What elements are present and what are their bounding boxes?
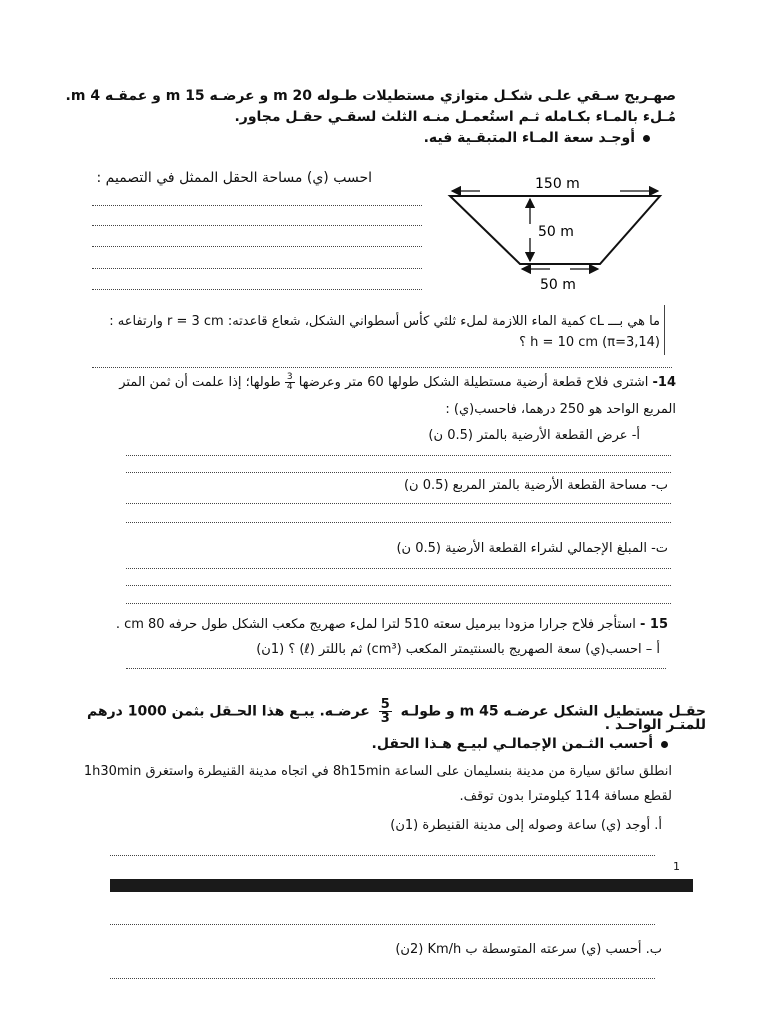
page-divider <box>110 879 693 892</box>
field-sale-line-2: للمتـر الواحـد . <box>604 717 706 733</box>
field-sale-line-3 <box>168 736 668 752</box>
q14-part-c: ت- المبلغ الإجمالي لشراء القطعة الأرضية (0.5 ن) <box>396 541 668 556</box>
answer-line <box>110 924 655 925</box>
answer-line <box>126 522 671 523</box>
q15-text: استأجر فلاح جرارا مزودا ببرميل سعته 510 لترا لملء صهريج مكعب الشكل طول حرفه 80 cm . <box>115 617 636 632</box>
answer-line <box>92 205 422 206</box>
field-area-question: احسب (ي) مساحة الحقل الممثل في التصميم : <box>96 170 372 186</box>
top-dimension-label: 150 m <box>535 176 580 192</box>
answer-line <box>92 268 422 269</box>
q14-part-b: ب- مساحة القطعة الأرضية بالمتر المربع (0.5 ن) <box>403 478 668 493</box>
car-line-2: لقطع مسافة 114 كيلومترا بدون توقف. <box>459 789 672 804</box>
bullet-icon <box>661 741 668 748</box>
field-sale-text-a: حقـل مستطيل الشكل عرضـه 45 m و طولـه <box>400 703 706 720</box>
tank-line-1: صهـريج سـقي علـى شكـل متوازي مستطيلات طـوله 20 m و عرضـه 15 m و عمقـه 4 m. <box>65 88 676 104</box>
q14-line-1 <box>76 373 676 392</box>
car-part-a: أ. أوجد (ي) ساعة وصوله إلى مدينة القنيطرة (1ن) <box>390 818 662 833</box>
bottom-dimension-label: 50 m <box>540 277 576 293</box>
answer-line <box>110 855 655 856</box>
q14-fraction <box>285 373 295 392</box>
q14-part-a: أ- عرض القطعة الأرضية بالمتر (0.5 ن) <box>428 428 640 443</box>
answer-line <box>92 225 422 226</box>
page-number: 1 <box>673 860 680 873</box>
fraction-numerator: 5 <box>380 697 390 712</box>
car-part-b: ب. أحسب (ي) سرعته المتوسطة ب Km/h (2ن) <box>395 942 662 957</box>
answer-line <box>126 568 671 569</box>
tank-line-3 <box>50 130 650 146</box>
answer-line <box>92 367 672 368</box>
height-dimension-label: 50 m <box>538 224 574 240</box>
fraction-numerator: 3 <box>286 372 293 382</box>
q14-text-b: طولها؛ إذا علمت أن ثمن المتر <box>119 375 281 390</box>
answer-line <box>92 246 422 247</box>
q15-line-1 <box>68 617 668 632</box>
tank-question: أوجـد سعة المـاء المتبقـية فيه. <box>423 130 635 146</box>
field-sale-text-b: عرضـه. يبـع هذا الحـقل بثمن 1000 درهم <box>86 703 370 720</box>
q15-line-2: أ – احسب(ي) سعة الصهريج بالسنتيمتر المكعب (cm³) ثم باللتر (ℓ) ؟ (1ن) <box>256 642 660 657</box>
answer-line <box>126 503 671 504</box>
q15-number: 15 - <box>639 617 668 632</box>
answer-line <box>126 472 671 473</box>
fraction-denominator: 3 <box>380 711 390 726</box>
fraction-denominator: 4 <box>286 382 293 392</box>
glass-line-2: h = 10 cm (π=3,14) ؟ <box>519 335 660 350</box>
answer-line <box>126 585 671 586</box>
tank-line-2: مُـلء بالمـاء بكـامله ثـم استُعمـل منـه الثلث لسقـي حقـل مجاور. <box>234 109 676 125</box>
bullet-icon <box>643 135 650 142</box>
answer-line <box>126 668 666 669</box>
car-line-1: انطلق سائق سيارة من مدينة بنسليمان على الساعة 8h15min في اتجاه مدينة القنيطرة واستغرق 1h30min <box>83 764 672 779</box>
answer-line <box>126 603 671 604</box>
glass-line-1: ما هي بـــ cL كمية الماء اللازمة لملء ثلثي كأس أسطواني الشكل، شعاع قاعدته: r = 3 cm وارتفاعه : <box>109 314 660 329</box>
q14-number: 14- <box>652 375 676 390</box>
answer-line <box>126 455 671 456</box>
margin-rule <box>664 305 665 355</box>
field-sale-question: أحسب الثـمن الإجمالـي لبيـع هـذا الحقل. <box>371 736 653 752</box>
q14-line-2: المربع الواحد هو 250 درهما، فاحسب(ي) : <box>445 402 676 417</box>
answer-line <box>110 978 655 979</box>
answer-line <box>92 289 422 290</box>
q14-text-a: اشترى فلاح قطعة أرضية مستطيلة الشكل طولها 60 متر وعرضها <box>298 375 649 390</box>
trapezoid-diagram <box>440 168 670 296</box>
